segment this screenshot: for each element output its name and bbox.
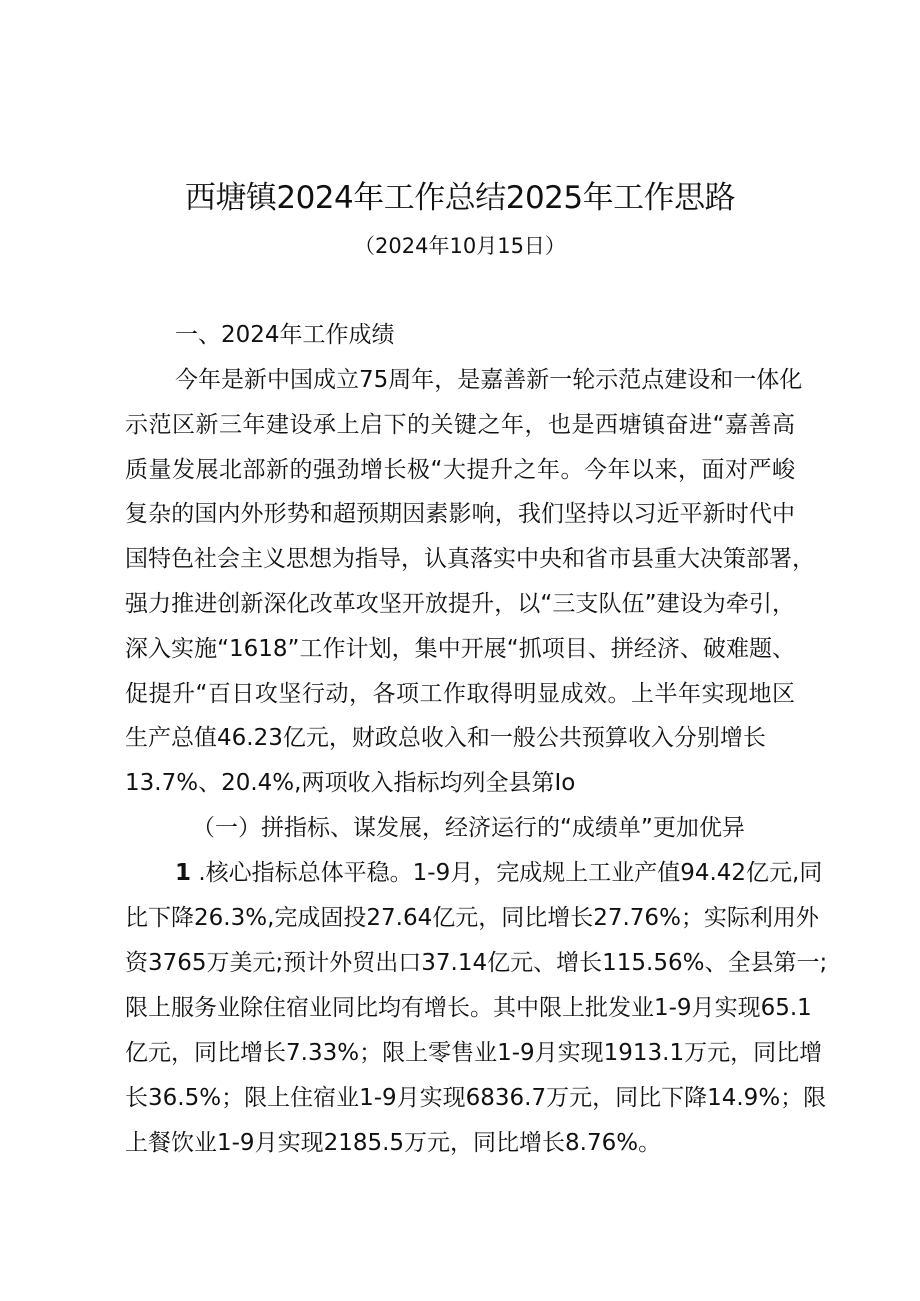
item-line: 上餐饮业1-9月实现2185.5万元，同比增长8.76%。: [125, 1130, 662, 1156]
intro-line: 促提升“百日攻坚行动，各项工作取得明显成效。上半年实现地区: [125, 681, 795, 707]
intro-line: 生产总值46.23亿元，财政总收入和一般公共预算收入分别增长: [125, 725, 766, 751]
intro-line: 13.7%、20.4%,两项收入指标均列全县第Io: [125, 770, 576, 796]
item-line: 资3765万美元;预计外贸出口37.14亿元、增长115.56%、全县第一;: [125, 950, 828, 976]
item-line: 比下降26.3%,完成固投27.64亿元，同比增长27.76%；实际利用外: [125, 905, 819, 931]
intro-line: 质量发展北部新的强劲增长极“大提升之年。今年以来，面对严峻: [125, 457, 795, 483]
document-title: 西塘镇2024年工作总结2025年工作思路: [184, 180, 736, 216]
section-heading: 一、2024年工作成绩: [175, 322, 395, 348]
item-line: .核心指标总体平稳。1-9月，完成规上工业产值94.42亿元,同: [198, 860, 823, 886]
item-number: 1: [175, 860, 192, 886]
intro-line: 强力推进创新深化改革攻坚开放提升，以“三支队伍”建设为牵引，: [125, 591, 795, 617]
intro-line: 深入实施“1618”工作计划，集中开展“抓项目、拼经济、破难题、: [125, 636, 795, 662]
intro-line: 示范区新三年建设承上启下的关键之年，也是西塘镇奋进“嘉善高: [125, 412, 795, 438]
item-first-line: [175, 855, 823, 891]
intro-line: 今年是新中国成立75周年，是嘉善新一轮示范点建设和一体化: [175, 367, 803, 393]
document-date: （2024年10月15日）: [354, 234, 566, 258]
item-line: 限上服务业除住宿业同比均有增长。其中限上批发业1-9月实现65.1: [125, 995, 812, 1021]
item-line: 亿元，同比增长7.33%；限上零售业1-9月实现1913.1万元，同比增: [125, 1040, 823, 1066]
intro-line: 复杂的国内外形势和超预期因素影响，我们坚持以习近平新时代中: [125, 501, 795, 527]
subsection-heading: （一）拼指标、谋发展，经济运行的“成绩单”更加优异: [192, 815, 745, 841]
item-line: 长36.5%；限上住宿业1-9月实现6836.7万元，同比下降14.9%；限: [125, 1085, 827, 1111]
intro-line: 国特色社会主义思想为指导，认真落实中央和省市县重大决策部署，: [125, 546, 815, 572]
